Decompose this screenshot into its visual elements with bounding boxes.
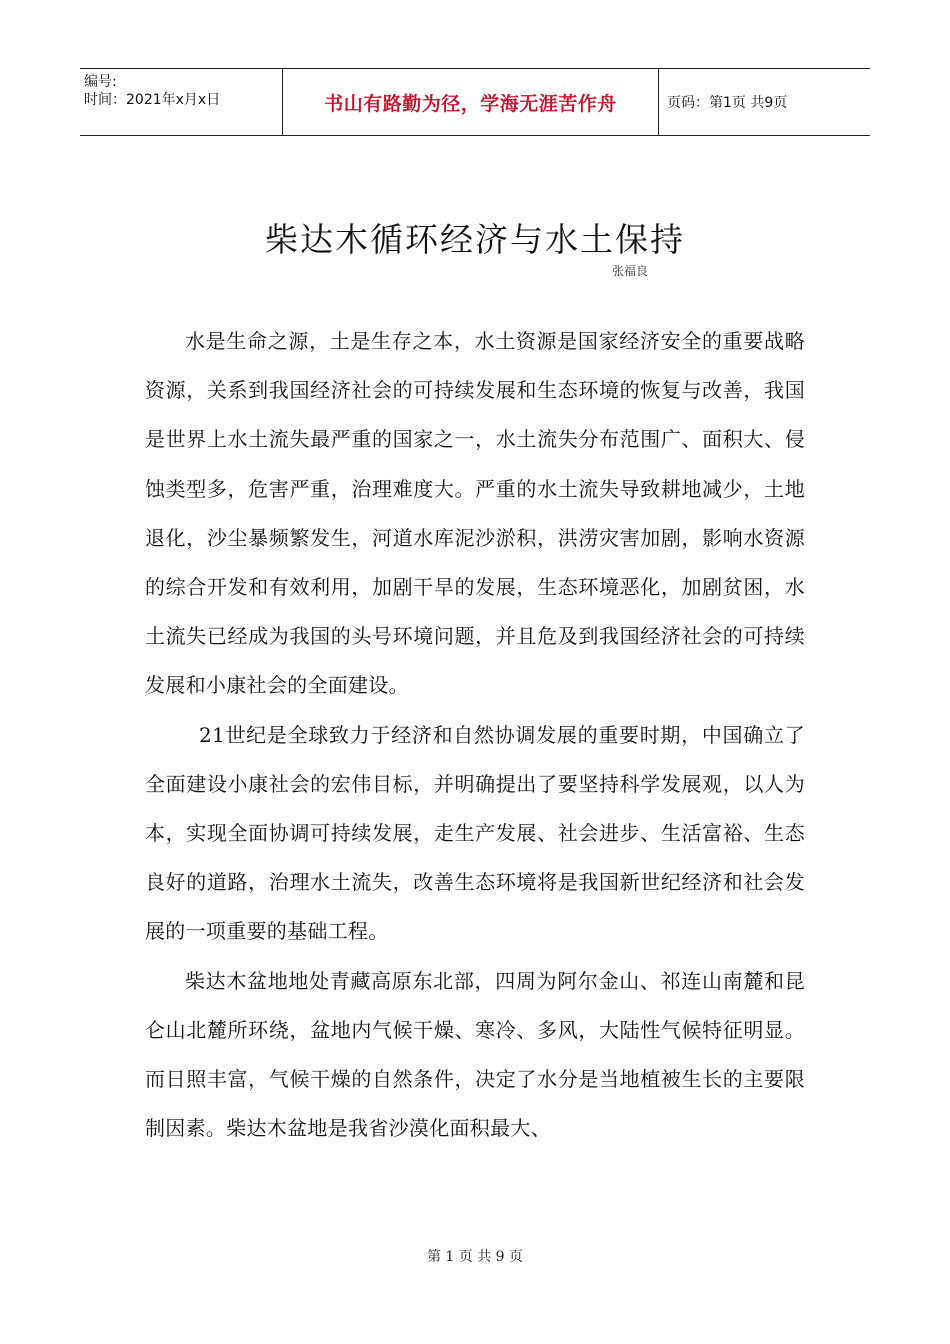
document-title: 柴达木循环经济与水土保持 [265, 220, 685, 259]
header-page-cell [659, 69, 870, 135]
header-table [80, 68, 870, 136]
document-body [145, 317, 805, 1153]
header-meta-cell [80, 69, 283, 135]
page-footer: 第 1 页 共 9 页 [426, 1249, 524, 1265]
header-motto-cell [283, 69, 659, 135]
motto: 书山有路勤为径，学海无涯苦作舟 [324, 92, 617, 115]
paragraph: 21世纪是全球致力于经济和自然协调发展的重要时期，中国确立了全面建设小康社会的宏伟目标，并明确提出了要坚持科学发展观，以人为本，实现全面协调可持续发展，走生产发展、社会进步、生活富裕、生态良好的道路，治理水土流失，改善生态环境将是我国新世纪经济和社会发展的一项重要的基础工程。 [145, 722, 805, 944]
author: 张福良 [612, 264, 649, 278]
paragraph: 柴达木盆地地处青藏高原东北部，四周为阿尔金山、祁连山南麓和昆仑山北麓所环绕，盆地内气候干燥、寒冷、多风，大陆性气候特征明显。而日照丰富，气候干燥的自然条件，决定了水分是当地植被生长的主要限制因素。柴达木盆地是我省沙漠化面积最大、 [145, 968, 805, 1141]
paragraph: 水是生命之源，土是生存之本，水土资源是国家经济安全的重要战略资源，关系到我国经济社会的可持续发展和生态环境的恢复与改善，我国是世界上水土流失最严重的国家之一，水土流失分布范围广、面积大、侵蚀类型多，危害严重，治理难度大。严重的水土流失导致耕地减少，土地退化，沙尘暴频繁发生，河道水库泥沙淤积，洪涝灾害加剧，影响水资源的综合开发和有效利用，加剧干旱的发展，生态环境恶化，加剧贫困，水土流失已经成为我国的头号环境问题，并且危及到我国经济社会的可持续发展和小康社会的全面建设。 [145, 329, 805, 698]
page-code: 页码：第1页 共9页 [667, 95, 788, 111]
time-label: 时间：2021年x月x日 [84, 92, 221, 108]
number-label: 编号: [84, 74, 117, 90]
